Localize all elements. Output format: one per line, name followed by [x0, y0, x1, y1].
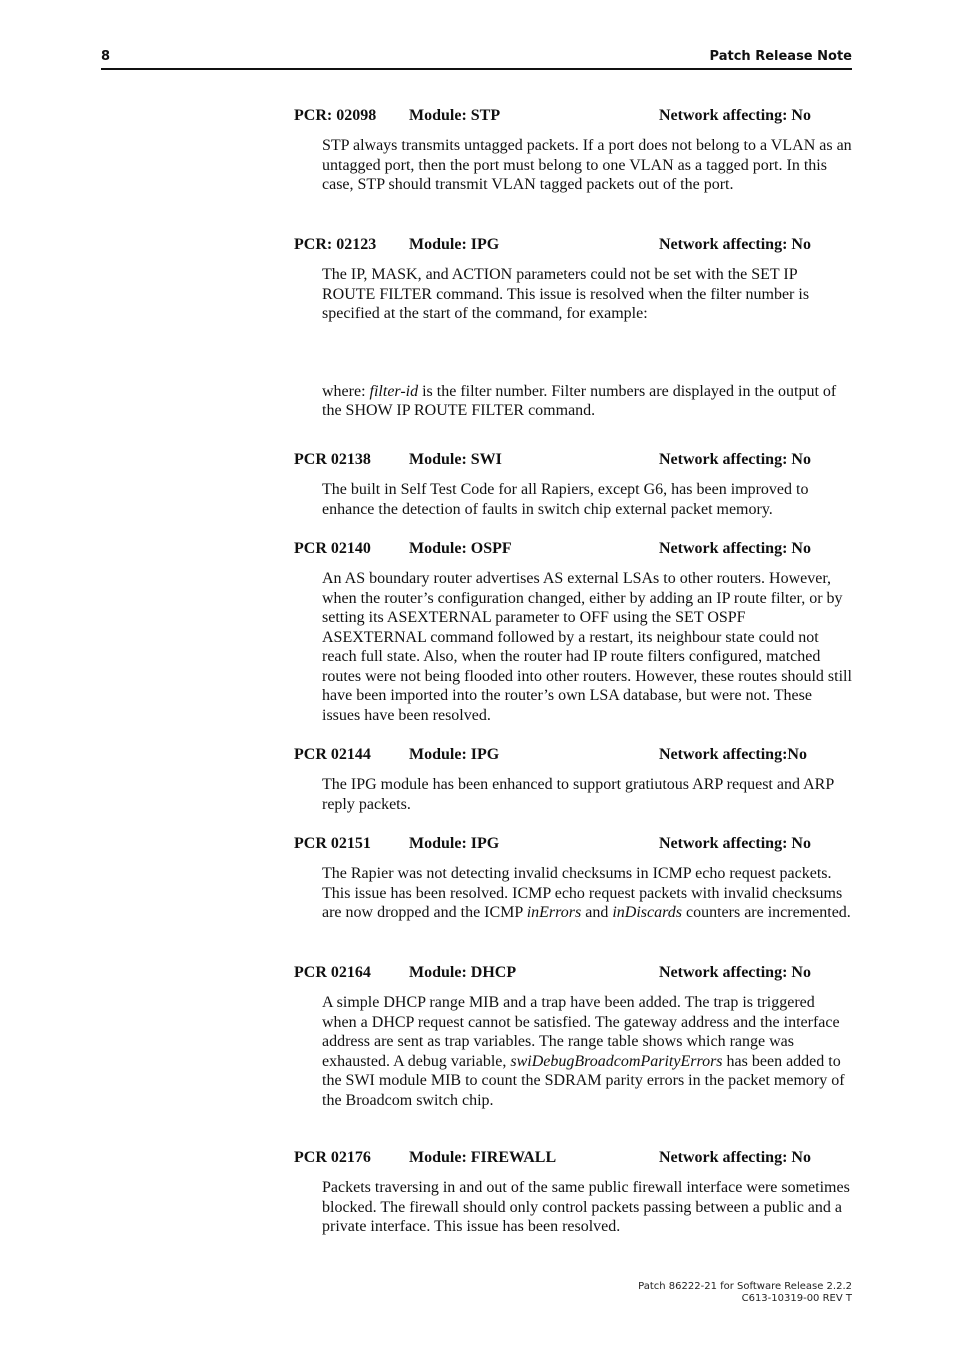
pcr-description	[322, 775, 852, 814]
pcr-text: The IPG module has been enhanced to support gratiutous ARP request and ARP reply packets.	[322, 776, 834, 813]
pcr-network-affecting: Network affecting: No	[659, 451, 811, 468]
italic-term: swiDebugBroadcomParityErrors	[510, 1052, 723, 1070]
pcr-heading	[294, 835, 854, 855]
pcr-network-affecting: Network affecting: No	[659, 964, 811, 981]
where-param: filter-id	[369, 382, 419, 400]
pcr-number: PCR 02164	[294, 964, 371, 981]
pcr-description	[322, 864, 852, 923]
pcr-number: PCR 02140	[294, 540, 371, 557]
pcr-number: PCR: 02098	[294, 107, 377, 124]
where-suffix: is the filter number. Filter numbers are displayed in the output of the SHOW IP ROUTE FILTER command.	[322, 382, 837, 419]
pcr-description	[322, 136, 852, 195]
pcr-number: PCR 02138	[294, 451, 371, 468]
pcr-text: The IP, MASK, and ACTION parameters could not be set with the SET IP ROUTE FILTER command. This issue is resolved when the filter number is specified at the start of the command, for example:	[322, 266, 810, 322]
pcr-text: The built in Self Test Code for all Rapiers, except G6, has been improved to enhance the detection of faults in switch chip external packet memory.	[322, 481, 809, 518]
pcr-module: Module: FIREWALL	[409, 1149, 557, 1166]
where-prefix: where:	[322, 382, 370, 400]
pcr-module: Module: IPG	[409, 746, 500, 763]
pcr-heading	[294, 1149, 854, 1169]
document-title: Patch Release Note	[709, 49, 852, 64]
pcr-entry	[294, 964, 854, 1110]
page-number: 8	[101, 49, 111, 64]
pcr-network-affecting: Network affecting:No	[659, 746, 807, 763]
footer-doc-number: C613-10319-00 REV T	[741, 1293, 852, 1304]
pcr-module: Module: DHCP	[409, 964, 517, 981]
text-part: counters are incremented.	[681, 904, 851, 921]
italic-term: inDiscards	[612, 904, 682, 921]
pcr-entry	[294, 1149, 854, 1237]
pcr-where-note	[322, 382, 852, 421]
pcr-entry	[294, 107, 854, 195]
pcr-number: PCR 02144	[294, 746, 371, 763]
pcr-description	[322, 265, 852, 421]
pcr-module: Module: SWI	[409, 451, 502, 468]
pcr-number: PCR 02176	[294, 1149, 371, 1166]
text-part: has been added to the SWI module MIB to count the SDRAM parity errors in the packet memory of the Broadcom switch chip.	[322, 1052, 845, 1109]
text-part: and	[581, 904, 613, 921]
pcr-module: Module: IPG	[409, 835, 500, 852]
pcr-description	[322, 569, 852, 725]
pcr-text	[322, 993, 852, 1110]
text-part: A simple DHCP range MIB and a trap have been added. The trap is triggered when a DHCP request cannot be satisfied. The gateway address and the interface address are sent as trap variables. The range table shows which range was exhausted. A debug variable,	[322, 994, 840, 1070]
pcr-network-affecting: Network affecting: No	[659, 1149, 811, 1166]
pcr-text: STP always transmits untagged packets. If a port does not belong to a VLAN as an untagged port, then the port must belong to one VLAN as a tagged port. In this case, STP should transmit VLAN tagged packets out of the port.	[322, 137, 852, 193]
pcr-module: Module: OSPF	[409, 540, 512, 557]
pcr-entry	[294, 835, 854, 923]
pcr-number: PCR 02151	[294, 835, 371, 852]
italic-term: inErrors	[526, 904, 582, 921]
pcr-description	[322, 480, 852, 519]
pcr-number: PCR: 02123	[294, 236, 377, 253]
pcr-text: An AS boundary router advertises AS external LSAs to other routers. However, when the router’s configuration changed, either by adding an IP route filter, or by setting its ASEXTERNAL parameter to OFF using the SET OSPF ASEXTERNAL command followed by a restart, its neighbour state could not reach full state. Also, when the router had IP route filters configured, matched routes were not being flooded into other routers. However, these routes should still have been imported into the router’s own LSA database, but were not. These issues have been resolved.	[322, 570, 852, 724]
text-part: The Rapier was not detecting invalid checksums in ICMP echo request packets. This issue has been resolved. ICMP echo request packets with invalid checksums are now dropped and the ICMP	[322, 865, 843, 921]
pcr-heading	[294, 107, 854, 127]
pcr-heading	[294, 451, 854, 471]
pcr-module: Module: STP	[409, 107, 501, 124]
pcr-heading	[294, 746, 854, 766]
footer-patch-line: Patch 86222-21 for Software Release 2.2.2	[638, 1281, 852, 1292]
pcr-description	[322, 993, 852, 1110]
pcr-description	[322, 1178, 852, 1237]
pcr-heading	[294, 964, 854, 984]
pcr-network-affecting: Network affecting: No	[659, 540, 811, 557]
pcr-entry	[294, 540, 854, 725]
pcr-module: Module: IPG	[409, 236, 500, 253]
pcr-network-affecting: Network affecting: No	[659, 236, 811, 253]
pcr-heading	[294, 236, 854, 256]
pcr-text	[322, 864, 852, 923]
pcr-heading	[294, 540, 854, 560]
pcr-network-affecting: Network affecting: No	[659, 835, 811, 852]
pcr-entry	[294, 236, 854, 421]
page-header	[101, 48, 852, 70]
pcr-entry	[294, 746, 854, 814]
pcr-entry	[294, 451, 854, 519]
page-footer	[638, 1281, 852, 1305]
pcr-network-affecting: Network affecting: No	[659, 107, 811, 124]
pcr-text: Packets traversing in and out of the same public firewall interface were sometimes blocked. The firewall should only control packets passing between a public and a private interface. This issue has been resolved.	[322, 1179, 850, 1235]
